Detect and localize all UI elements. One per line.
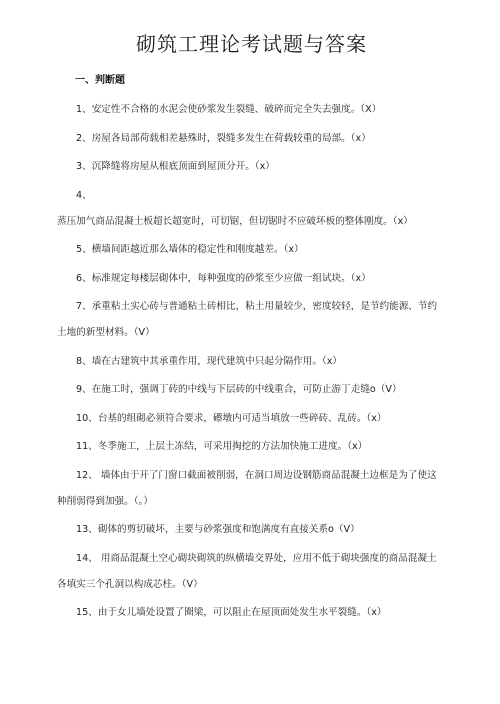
question-list <box>57 97 446 626</box>
question-number: 15 、 <box>76 607 98 618</box>
question-text: 横墙间距越近那么墙体的稳定性和刚度越差。（x） <box>91 244 304 255</box>
question-text: 台基的组砌必须符合要求，礤墩内可适当填放一些碎砖、乱砖。（x） <box>97 412 387 424</box>
question-item <box>57 434 446 460</box>
question-text: 承重粘土实心砖与普通粘土砖相比，粘土用量较少，密度较轻，是节约能源、节约土地的新型材料。（V） <box>57 301 438 338</box>
question-text: 墙体由于开了门窗口截面被削弱，在洞口周边设钢筋商品混凝土边框是为了使这种削弱得到加强。（。） <box>57 469 437 507</box>
question-number: 6 、 <box>76 273 92 284</box>
question-item <box>57 463 446 515</box>
question-text: 蒸压加气商品混凝土板超长超宽时，可切锯，但切锯时不应破坏板的整体刚度。（x） <box>57 215 413 227</box>
question-number: 5 、 <box>76 244 92 255</box>
question-number: 14 、 <box>76 553 98 564</box>
question-number: 13 、 <box>76 524 98 535</box>
question-item <box>57 546 446 598</box>
question-number: 3 、 <box>76 161 92 172</box>
question-item <box>57 266 446 292</box>
question-number: 10 、 <box>76 413 98 424</box>
question-item <box>57 97 446 123</box>
question-text: 安定性不合格的水泥会使砂浆发生裂缝、破碎而完全失去强度。（X） <box>91 104 382 115</box>
document-title: 砌筑工理论考试题与答案 <box>136 32 367 56</box>
question-item <box>57 126 446 152</box>
question-number: 7 、 <box>76 301 92 312</box>
question-item <box>57 517 446 543</box>
question-item <box>57 406 446 432</box>
question-item <box>57 183 446 235</box>
question-number: 4 、 <box>76 190 92 201</box>
question-text: 冬季施工，上层土冻结，可采用掏挖的方法加快施工进度。（x） <box>97 441 368 452</box>
question-number: 12 、 <box>76 470 98 481</box>
question-text: 沉降缝将房屋从根底顶面到屋顶分开。（x） <box>91 161 275 172</box>
question-text: 标准规定每楼层砌体中，每种强度的砂浆至少应做一组试块。（x） <box>91 272 371 284</box>
question-item <box>57 237 446 263</box>
question-text: 在施工时，强调丁砖的中线与下层砖的中线重合，可防止游丁走缝o（V） <box>91 384 402 395</box>
question-number: 1 、 <box>76 104 92 115</box>
question-number: 9 、 <box>76 384 92 395</box>
question-text: 砌体的剪切破坏，主要与砂浆强度和饱满度有直接关系o（V） <box>97 524 360 535</box>
question-item <box>57 377 446 403</box>
question-item <box>57 294 446 346</box>
question-number: 8 、 <box>76 356 92 367</box>
section-heading: 一、判断题 <box>75 75 125 86</box>
question-item <box>57 154 446 180</box>
question-number: 11 、 <box>76 441 98 452</box>
question-item <box>57 349 446 375</box>
question-text: 墙在古建筑中其承重作用，现代建筑中只起分隔作用。（x） <box>91 355 343 367</box>
question-text: 房屋各局部荷载相差悬殊时，裂缝多发生在荷载较重的局部。（x） <box>91 132 371 144</box>
question-text: 由于女儿墙处设置了圈梁，可以阻止在屋顶面处发生水平裂缝。（x） <box>97 607 387 618</box>
question-text: 用商品混凝土空心砌块砌筑的纵横墙交界处，应用不低于砌块强度的商品混凝土各填实三个孔洞以构成芯柱。（V） <box>57 552 437 590</box>
question-number: 2 、 <box>76 133 92 144</box>
question-item <box>57 600 446 626</box>
